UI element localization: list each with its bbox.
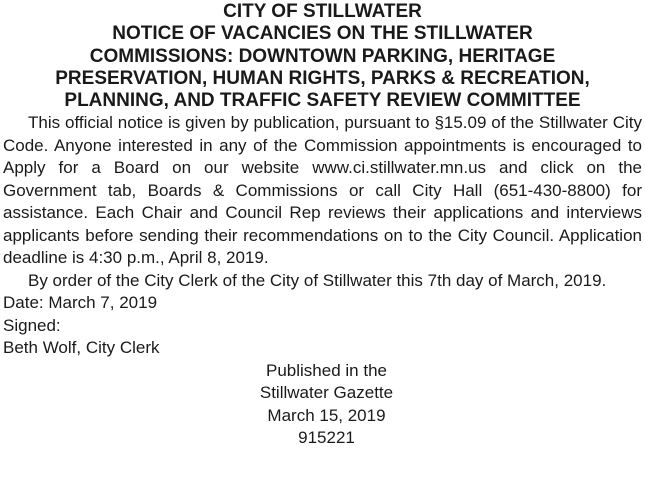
heading-line-5: PLANNING, AND TRAFFIC SAFETY REVIEW COMMITTEE [64, 90, 581, 112]
notice-signed-label: Signed: [3, 315, 61, 335]
ad-number: 915221 [298, 428, 355, 448]
heading-line-4: PRESERVATION, HUMAN RIGHTS, PARKS & RECREATION, [55, 67, 590, 89]
heading-line-2: NOTICE OF VACANCIES ON THE STILLWATER [112, 23, 533, 45]
heading-line-3: COMMISSIONS: DOWNTOWN PARKING, HERITAGE [89, 45, 556, 67]
public-notice [3, 0, 642, 450]
notice-date: Date: March 7, 2019 [3, 293, 158, 313]
publication-footer [3, 360, 642, 450]
notice-paragraph-main: This official notice is given by publication, pursuant to §15.09 of the Stillwater City Code. Anyone interested in any of the Commission appointments is encouraged to Apply for a Board on our website www.ci.stillwater.mn.us and click on the Government tab, Boards & Commissions or call City Hall (651-430-8800) for assistance. Each Chair and Council Rep reviews their applications and interviews applicants before sending their recommendations on to the City Council. Application deadline is 4:30 p.m., April 8, 2019. [3, 113, 642, 268]
published-in-label: Published in the [266, 360, 387, 380]
notice-signer: Beth Wolf, City Clerk [3, 338, 160, 358]
heading-city-title: CITY OF STILLWATER [223, 1, 422, 22]
publication-name: Stillwater Gazette [259, 383, 394, 403]
notice-paragraph-order: By order of the City Clerk of the City of Stillwater this 7th day of March, 2019. [28, 270, 607, 290]
publication-date: March 15, 2019 [267, 405, 386, 425]
notice-heading [3, 1, 642, 112]
